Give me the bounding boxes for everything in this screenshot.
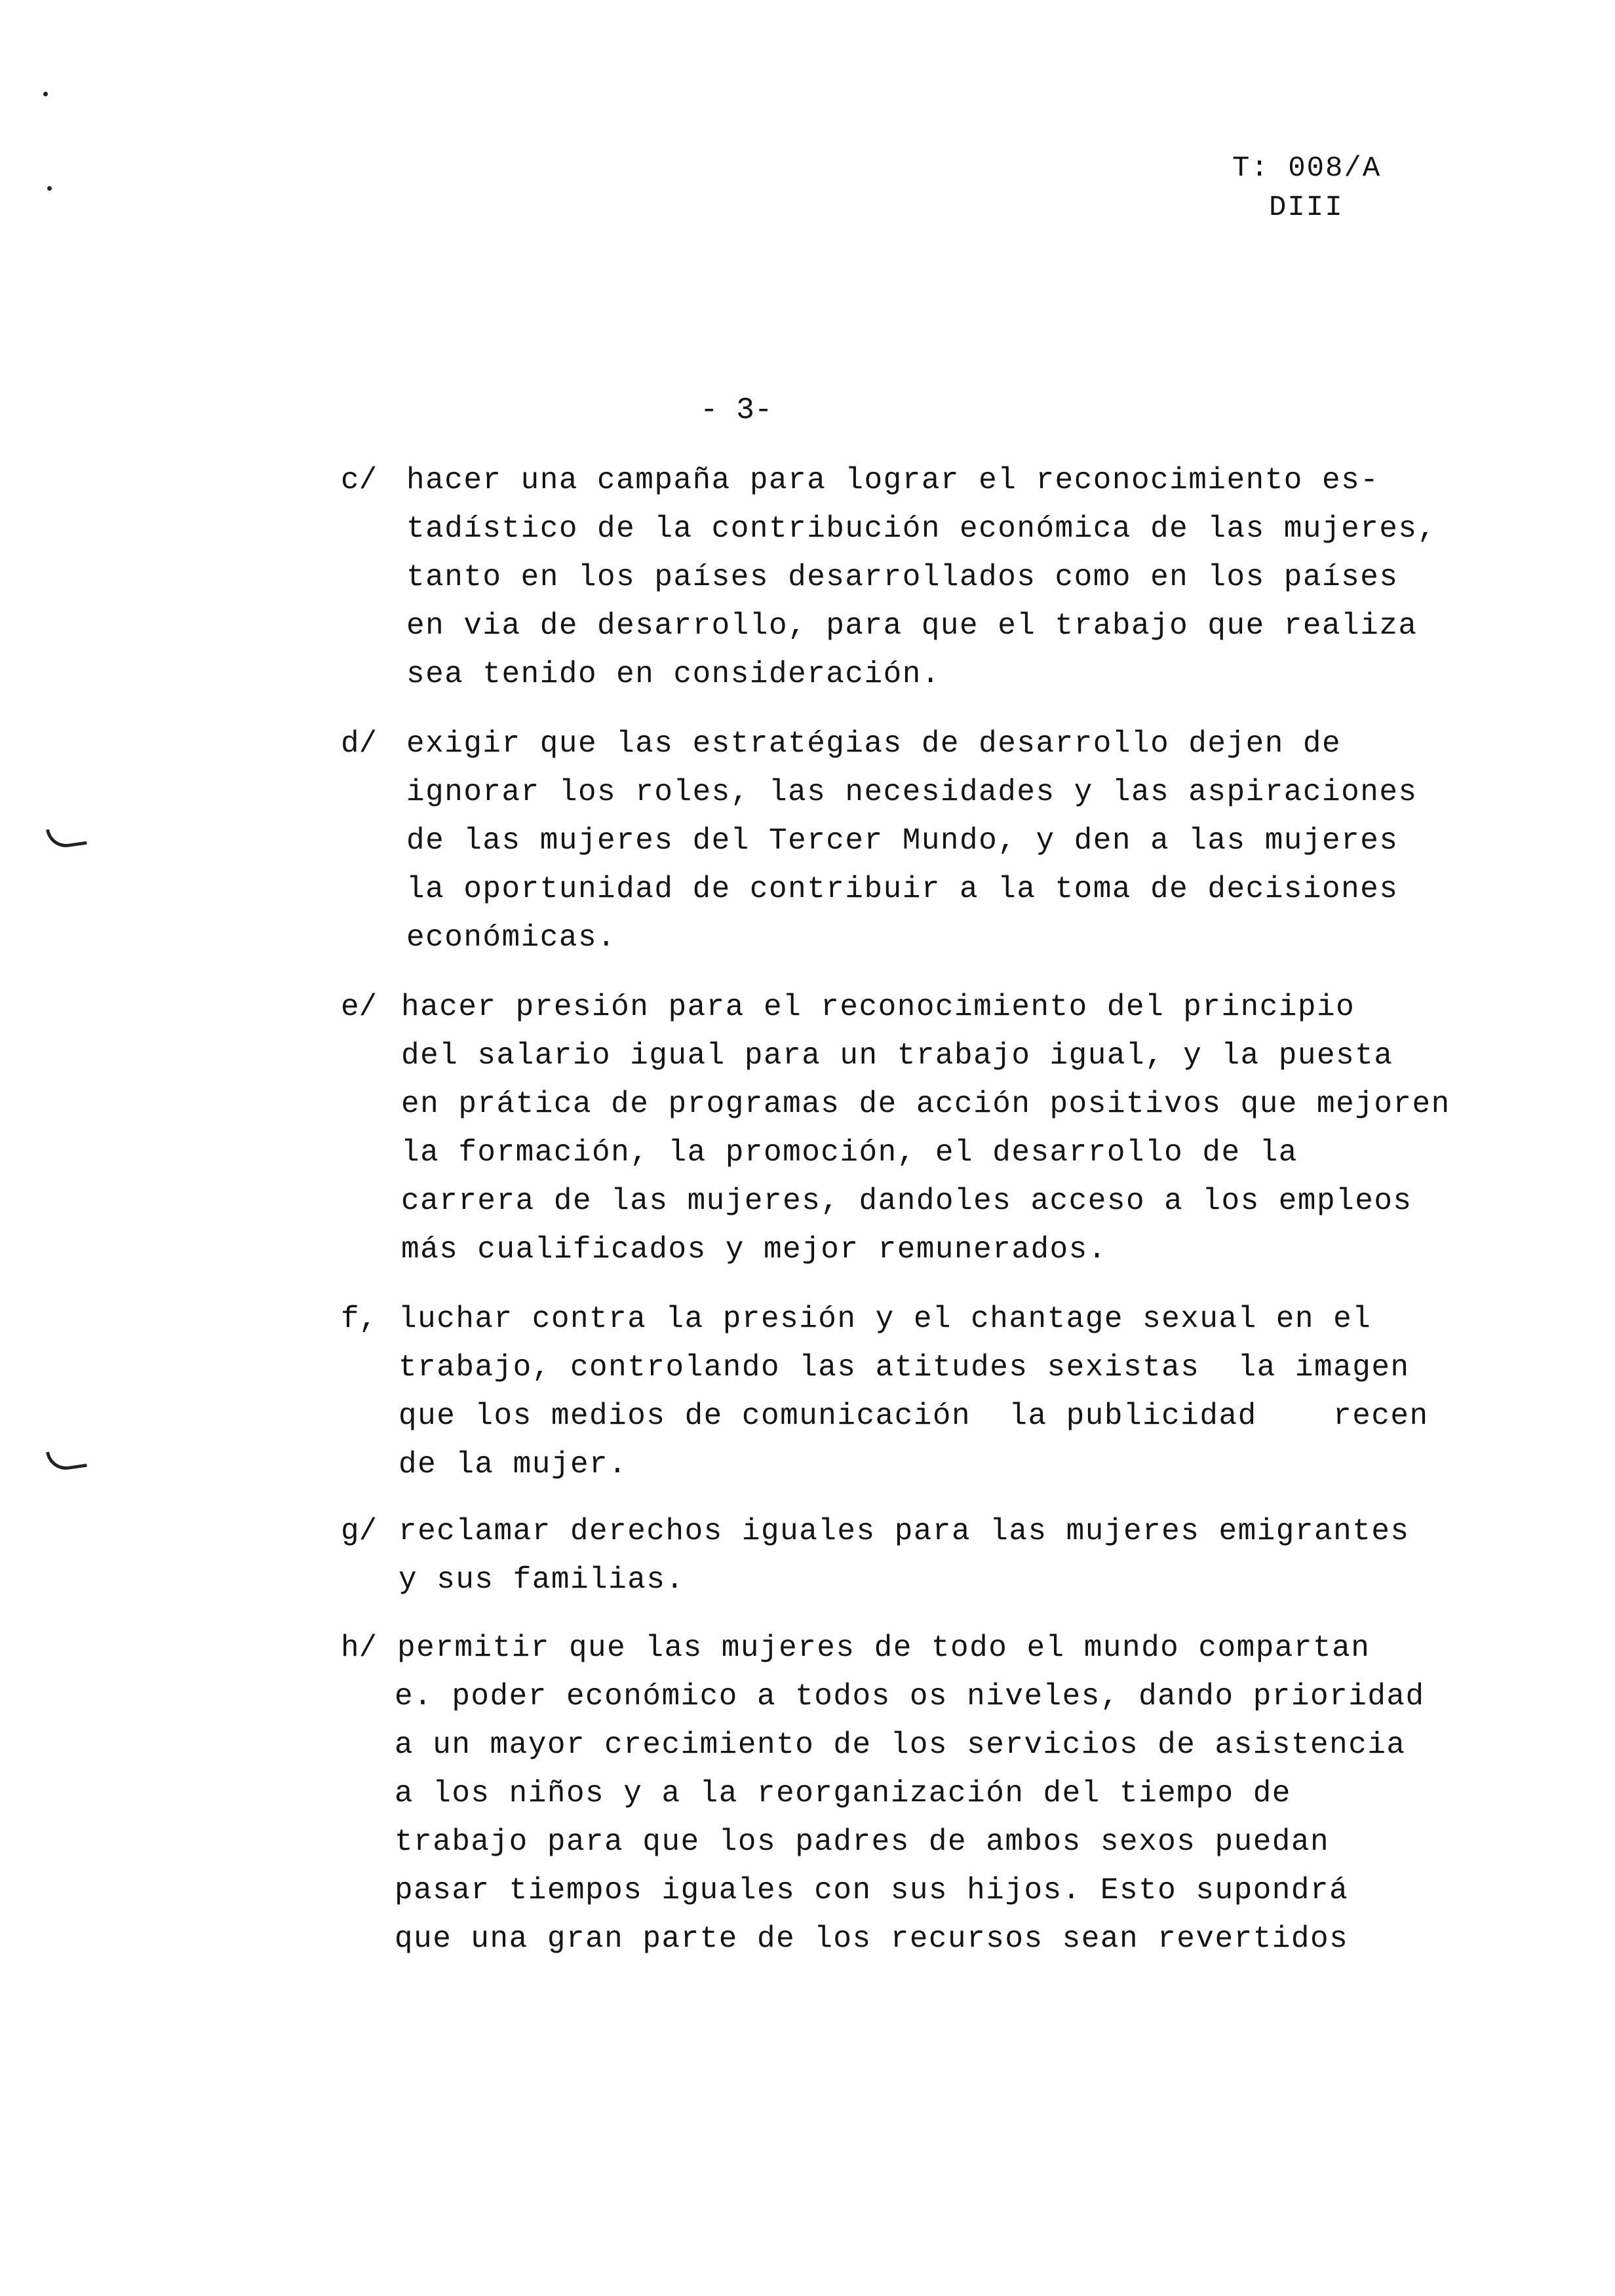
list-item (341, 1295, 1547, 1498)
list-item-line: trabajo, controlando las atitudes sexistas la imagen (399, 1350, 1410, 1385)
margin-curve-mark (46, 824, 87, 850)
list-item-line: permitir que las mujeres de todo el mundo compartan (397, 1631, 1371, 1665)
list-item-line: tadístico de la contribución económica de las mujeres, (406, 512, 1437, 546)
list-item-line: más cualificados y mejor remunerados. (401, 1233, 1107, 1267)
list-item-line: que los medios de comunicación la publicidad recen (399, 1399, 1429, 1433)
list-item-letter: d/ (341, 727, 378, 761)
list-item-letter: f, (341, 1302, 378, 1336)
list-item (341, 456, 1547, 705)
list-item-line: hacer presión para el reconocimiento del principio (401, 990, 1355, 1024)
list-item-line: exigir que las estratégias de desarrollo dejen de (406, 727, 1342, 761)
list-item (341, 983, 1547, 1278)
list-item-line: económicas. (406, 921, 617, 955)
list-item (341, 719, 1547, 968)
list-item-line: pasar tiempos iguales con sus hijos. Esto supondrá (395, 1873, 1349, 1907)
list-item-letter: e/ (341, 990, 378, 1024)
list-item-line: la oportunidad de contribuir a la toma de decisiones (406, 872, 1399, 906)
list-item-line: trabajo para que los padres de ambos sexos puedan (395, 1825, 1330, 1859)
list-item-letter: h/ (341, 1631, 378, 1665)
list-item-line: de la mujer. (399, 1447, 628, 1482)
list-item-letter: g/ (341, 1514, 378, 1548)
list-item-line: a un mayor crecimiento de los servicios de asistencia (395, 1728, 1406, 1762)
list-item-line: de las mujeres del Tercer Mundo, y den a las mujeres (406, 824, 1399, 858)
list-item-line: luchar contra la presión y el chantage sexual en el (399, 1302, 1372, 1336)
list-item-line: a los niños y a la reorganización del tiempo de (395, 1776, 1291, 1810)
list-item-line: reclamar derechos iguales para las mujeres emigrantes (399, 1514, 1410, 1548)
list-item-line: y sus familias. (399, 1563, 685, 1597)
margin-dot-mark (43, 92, 48, 96)
document-reference-subcode: DIII (1269, 191, 1344, 224)
list-item-line: la formación, la promoción, el desarrollo de la (401, 1136, 1298, 1170)
list-item-line: sea tenido en consideración. (406, 657, 941, 691)
list-item-line: hacer una campaña para lograr el reconocimiento es- (406, 463, 1380, 497)
list-item (341, 1507, 1547, 1612)
list-item-line: en prática de programas de acción positivos que mejoren (401, 1087, 1450, 1121)
list-item-line: que una gran parte de los recursos sean revertidos (395, 1922, 1349, 1956)
list-item-letter: c/ (341, 463, 378, 497)
list-item-line: ignorar los roles, las necesidades y las aspiraciones (406, 775, 1418, 809)
list-item-line: tanto en los países desarrollados como en los países (406, 560, 1399, 594)
list-item-line: en via de desarrollo, para que el trabajo que realiza (406, 609, 1418, 643)
list-item-line: e. poder económico a todos os niveles, dando prioridad (395, 1679, 1425, 1713)
list-item (341, 1624, 1547, 1971)
list-item-line: del salario igual para un trabajo igual, y la puesta (401, 1039, 1393, 1073)
page-number: - 3- (700, 393, 773, 427)
margin-curve-mark (46, 1447, 87, 1472)
list-item-line: carrera de las mujeres, dandoles acceso a los empleos (401, 1184, 1412, 1218)
margin-dot-mark (47, 186, 52, 191)
document-reference-code: T: 008/A (1232, 152, 1382, 185)
